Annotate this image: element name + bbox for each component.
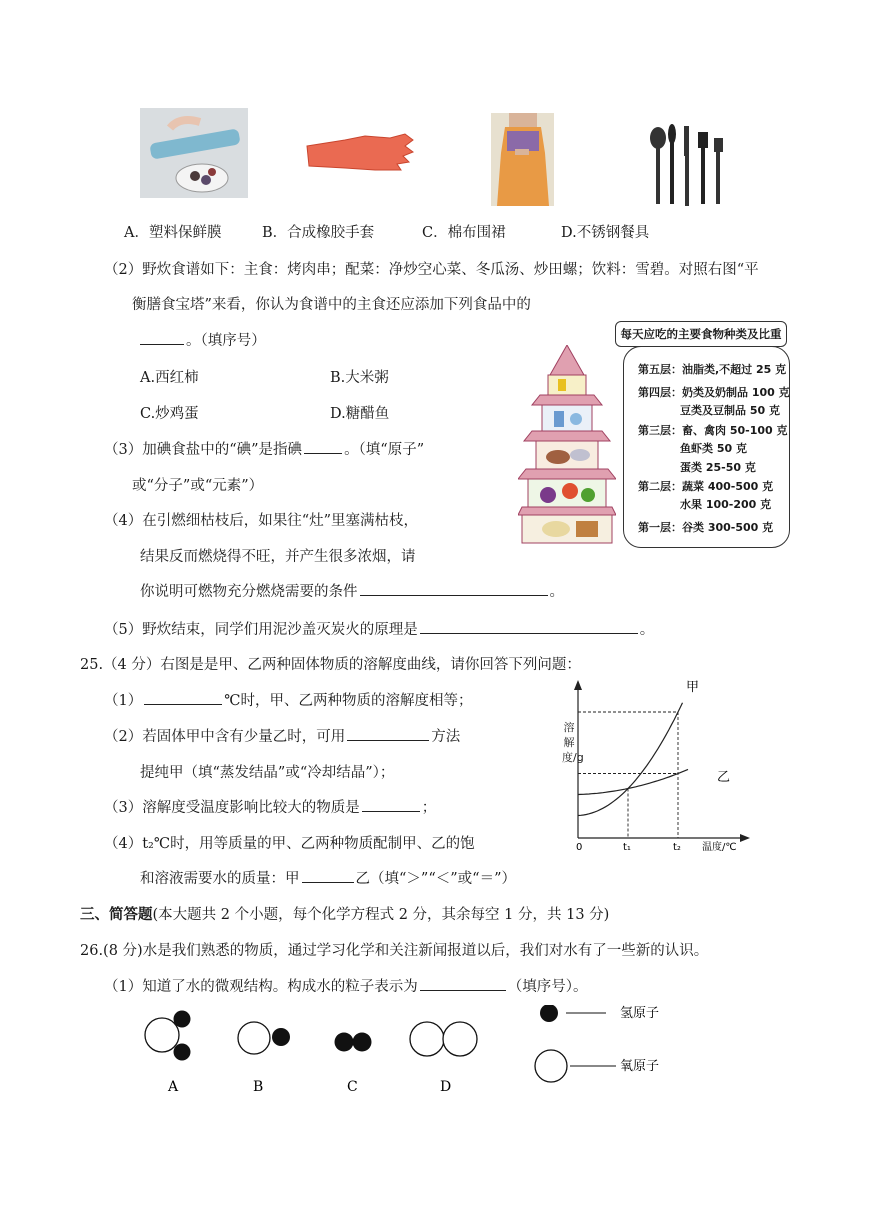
q24-4-line1: （4）在引燃细枯枝后，如果往“灶”里塞满枯枝， xyxy=(104,513,419,529)
q25-4-line1: （4）t₂℃时，用等质量的甲、乙两种物质配制甲、乙的饱 xyxy=(104,836,475,852)
q24-4-line2: 结果反而燃烧得不旺，并产生很多浓烟，请 xyxy=(140,549,416,565)
q24-4-text: 你说明可燃物充分燃烧需要的条件 xyxy=(140,584,358,600)
pagoda-row: 第一层：谷类 300-500 克 xyxy=(638,521,774,534)
molecule-a[interactable] xyxy=(145,1011,191,1061)
tick-label-t1: t₁ xyxy=(623,842,631,853)
answer-blank[interactable] xyxy=(347,725,429,741)
q25-4-hint: 乙（填“＞”“＜”或“＝”） xyxy=(355,871,516,887)
molecule-d[interactable] xyxy=(410,1022,477,1056)
q25-3-text: （3）溶解度受温度影响比较大的物质是 xyxy=(104,800,360,816)
q24-4-line3 xyxy=(140,580,564,601)
pagoda-row: 水果 100-200 克 xyxy=(680,498,772,511)
molecule-label-a: A xyxy=(168,1079,179,1095)
q24-2-stem-line1: （2）野炊食谱如下：主食：烤肉串；配菜：净炒空心菜、冬瓜汤、炒田螺；饮料：雪碧。对照右图“平 xyxy=(104,262,759,278)
q25-1-text: ℃时，甲、乙两种物质的溶解度相等； xyxy=(224,693,473,709)
series-label-jia: 甲 xyxy=(686,680,700,695)
answer-blank[interactable] xyxy=(420,618,638,634)
y-axis-label: 溶解度/g xyxy=(562,721,584,764)
food-pagoda-image xyxy=(518,345,616,545)
answer-blank[interactable] xyxy=(304,438,342,454)
pagoda-row: 第三层：畜、禽肉 50-100 克 xyxy=(638,424,788,437)
pagoda-title-box xyxy=(615,321,787,347)
section3-title: 三、简答题 xyxy=(80,906,153,923)
series-label-yi: 乙 xyxy=(717,770,731,785)
steel-tableware-image xyxy=(646,124,726,208)
section3-heading xyxy=(80,903,609,924)
q24-3-line2: 或“分子”或“元素”） xyxy=(132,478,264,494)
answer-blank[interactable] xyxy=(420,975,506,991)
x-axis-arrow xyxy=(740,834,750,842)
q25-1-prefix: （1） xyxy=(104,693,143,709)
pagoda-row: 第四层：奶类及奶制品 100 克 xyxy=(638,386,790,399)
q25-stem: 25.（4 分）右图是是甲、乙两种固体物质的溶解度曲线，请你回答下列问题： xyxy=(80,657,581,673)
x-axis-label: 温度/℃ xyxy=(702,842,737,853)
option-c-cotton-apron: C．棉布围裙 xyxy=(422,225,506,241)
q24-4-end: 。 xyxy=(549,584,564,600)
pagoda-row: 第二层：蔬菜 400-500 克 xyxy=(638,480,774,493)
solubility-chart xyxy=(556,676,752,856)
molecule-label-c: C xyxy=(347,1079,358,1095)
q24-2-option-a: A.西红柿 xyxy=(140,370,199,386)
q25-3 xyxy=(104,796,436,817)
answer-blank[interactable] xyxy=(360,580,548,596)
plastic-wrap-image xyxy=(140,108,248,198)
option-d-steel-tableware: D.不锈钢餐具 xyxy=(561,225,650,241)
answer-blank[interactable] xyxy=(144,689,222,705)
origin-label: 0 xyxy=(576,842,583,853)
q24-2-hint: 。（填序号） xyxy=(186,333,266,349)
tick-label-t2: t₂ xyxy=(673,842,681,853)
option-a-plastic-wrap: A．塑料保鲜膜 xyxy=(124,225,222,241)
molecule-diagrams xyxy=(140,1005,800,1100)
pagoda-title: 每天应吃的主要食物种类及比重 xyxy=(620,327,782,341)
q24-5-line xyxy=(104,618,654,639)
q24-2-option-c: C.炒鸡蛋 xyxy=(140,406,199,422)
molecule-label-b: B xyxy=(253,1079,264,1095)
molecule-label-d: D xyxy=(440,1079,452,1095)
q25-2-end: 方法 xyxy=(431,729,461,745)
q26-1 xyxy=(104,975,587,996)
q24-5-text: （5）野炊结束，同学们用泥沙盖灭炭火的原理是 xyxy=(104,622,418,638)
q25-2-text: （2）若固体甲中含有少量乙时，可用 xyxy=(104,729,346,745)
molecule-b[interactable] xyxy=(238,1022,290,1054)
y-axis-arrow xyxy=(574,680,582,690)
series-line-jia xyxy=(578,703,683,816)
q25-3-end: ； xyxy=(421,800,437,816)
answer-blank[interactable] xyxy=(140,329,184,345)
molecule-c[interactable] xyxy=(335,1033,372,1052)
q24-3-hint: 。（填“原子” xyxy=(344,442,425,458)
q25-2-line1 xyxy=(104,725,460,746)
q26-stem: 26.(8 分)水是我们熟悉的物质，通过学习化学和关注新闻报道以后，我们对水有了一些新的认识。 xyxy=(80,943,709,959)
pagoda-row: 第五层：油脂类,不超过 25 克 xyxy=(638,363,787,376)
hydrogen-legend-dot xyxy=(540,1005,558,1022)
hydrogen-legend-label: 氢原子 xyxy=(620,1006,660,1021)
q24-2-answer-line[interactable] xyxy=(138,329,266,350)
q25-1 xyxy=(104,689,472,710)
pagoda-row: 鱼虾类 50 克 xyxy=(680,442,747,455)
q24-3-text: （3）加碘食盐中的“碘”是指碘 xyxy=(104,442,303,458)
option-b-rubber-glove: B．合成橡胶手套 xyxy=(262,225,375,241)
answer-blank[interactable] xyxy=(362,796,420,812)
oxygen-legend-circle xyxy=(535,1050,567,1082)
pagoda-row: 蛋类 25-50 克 xyxy=(680,461,756,474)
q24-3-line1 xyxy=(104,438,424,459)
oxygen-legend-label: 氧原子 xyxy=(620,1059,660,1074)
q26-1-text: （1）知道了水的微观结构。构成水的粒子表示为 xyxy=(104,979,418,995)
q26-1-end: （填序号）。 xyxy=(507,979,588,995)
q25-4-line2 xyxy=(140,867,516,888)
q24-2-option-b: B.大米粥 xyxy=(330,370,389,386)
pagoda-row: 豆类及豆制品 50 克 xyxy=(680,404,780,417)
q24-2-option-d: D.糖醋鱼 xyxy=(330,406,390,422)
q24-2-stem-line2: 衡膳食宝塔”来看，你认为食谱中的主食还应添加下列食品中的 xyxy=(132,297,531,313)
pagoda-legend-box xyxy=(623,346,790,548)
q25-2-line2: 提纯甲（填“蒸发结晶”或“冷却结晶”）； xyxy=(140,765,395,781)
cotton-apron-image xyxy=(491,113,554,206)
answer-blank[interactable] xyxy=(302,867,354,883)
rubber-glove-image xyxy=(305,130,415,180)
q25-4-text: 和溶液需要水的质量：甲 xyxy=(140,871,300,887)
q24-5-end: 。 xyxy=(639,622,655,638)
section3-note: (本大题共 2 个小题，每个化学方程式 2 分，其余每空 1 分，共 13 分) xyxy=(152,907,610,923)
